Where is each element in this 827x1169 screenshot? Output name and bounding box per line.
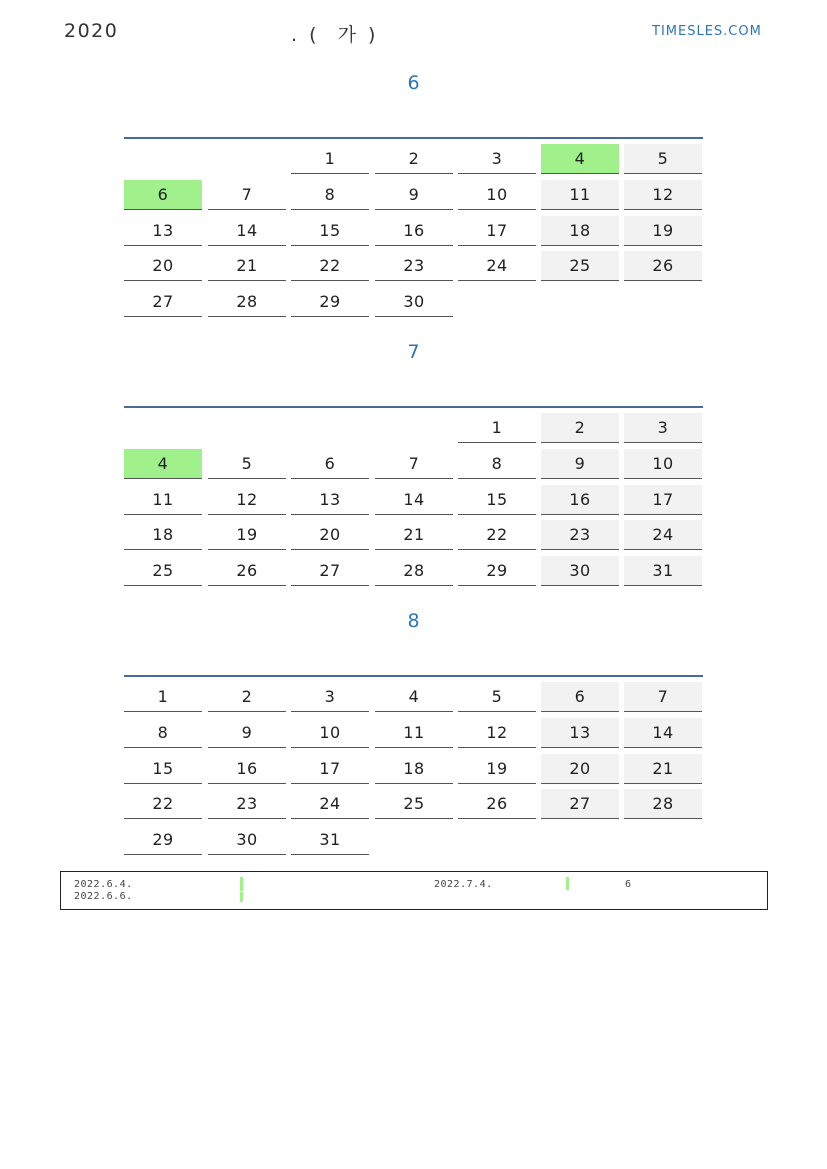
day-cell: 9 [208,718,286,748]
day-cell: 24 [458,251,536,281]
holiday-marker [240,892,243,902]
day-cell: 16 [375,216,453,246]
day-cell: 4 [541,144,619,174]
day-cell: 6 [124,180,202,210]
day-cell: 29 [291,287,369,317]
day-cell: 6 [291,449,369,479]
month-grid [124,406,703,591]
day-cell: 2 [541,413,619,443]
day-cell: 21 [208,251,286,281]
day-cell: 11 [124,485,202,515]
day-cell: 5 [624,144,702,174]
day-cell: 3 [291,682,369,712]
month-title: 6 [407,72,420,94]
day-cell: 14 [375,485,453,515]
day-cell: 26 [208,556,286,586]
day-cell: 11 [375,718,453,748]
week-row [124,287,703,318]
day-cell: 3 [624,413,702,443]
day-cell: 29 [458,556,536,586]
week-row [124,144,703,175]
day-cell: 30 [208,825,286,855]
month-grid [124,137,703,322]
day-cell: 13 [291,485,369,515]
day-cell: 4 [124,449,202,479]
day-cell: 25 [541,251,619,281]
day-cell: 11 [541,180,619,210]
day-cell: 28 [208,287,286,317]
day-cell: 7 [624,682,702,712]
month-title: 8 [407,610,420,632]
day-cell: 20 [541,754,619,784]
month-top-rule [124,406,703,408]
holiday-notes-box [60,871,768,910]
day-cell: 7 [375,449,453,479]
day-cell: 27 [541,789,619,819]
day-cell: 18 [124,520,202,550]
day-cell: 23 [541,520,619,550]
week-row [124,485,703,516]
day-cell: 18 [375,754,453,784]
week-row [124,449,703,480]
month-top-rule [124,137,703,139]
week-row [124,413,703,444]
day-cell: 4 [375,682,453,712]
day-cell: 17 [458,216,536,246]
header-year: 2020 [64,20,119,42]
day-cell: 26 [624,251,702,281]
day-cell: 22 [291,251,369,281]
week-row [124,754,703,785]
note-date: 2022.6.4. [74,879,133,890]
day-cell: 17 [291,754,369,784]
day-cell: 31 [291,825,369,855]
holiday-marker [240,877,243,891]
day-cell: 20 [291,520,369,550]
day-cell: 29 [124,825,202,855]
site-link[interactable]: TIMESLES.COM [652,24,762,39]
day-cell: 16 [541,485,619,515]
day-cell: 28 [375,556,453,586]
day-cell: 22 [124,789,202,819]
day-cell: 20 [124,251,202,281]
day-cell: 1 [291,144,369,174]
note-value: 6 [625,879,632,890]
day-cell: 12 [208,485,286,515]
day-cell: 5 [208,449,286,479]
week-row [124,216,703,247]
day-cell: 14 [208,216,286,246]
day-cell: 19 [208,520,286,550]
day-cell: 14 [624,718,702,748]
month-top-rule [124,675,703,677]
month-grid [124,675,703,860]
day-cell: 3 [458,144,536,174]
week-row [124,180,703,211]
day-cell: 8 [124,718,202,748]
week-row [124,718,703,749]
day-cell: 12 [458,718,536,748]
day-cell: 12 [624,180,702,210]
week-row [124,251,703,282]
day-cell: 2 [208,682,286,712]
day-cell: 13 [541,718,619,748]
header-title: . ( 가 ) [291,24,379,46]
day-cell: 10 [291,718,369,748]
day-cell: 19 [624,216,702,246]
day-cell: 16 [208,754,286,784]
day-cell: 9 [541,449,619,479]
day-cell: 1 [458,413,536,443]
day-cell: 27 [124,287,202,317]
day-cell: 27 [291,556,369,586]
day-cell: 1 [124,682,202,712]
day-cell: 19 [458,754,536,784]
day-cell: 26 [458,789,536,819]
month-title: 7 [407,341,420,363]
day-cell: 28 [624,789,702,819]
week-row [124,789,703,820]
note-date: 2022.7.4. [434,879,493,890]
day-cell: 23 [208,789,286,819]
day-cell: 21 [624,754,702,784]
day-cell: 30 [375,287,453,317]
day-cell: 10 [624,449,702,479]
day-cell: 30 [541,556,619,586]
day-cell: 8 [291,180,369,210]
week-row [124,825,703,856]
day-cell: 15 [458,485,536,515]
day-cell: 9 [375,180,453,210]
day-cell: 21 [375,520,453,550]
day-cell: 23 [375,251,453,281]
day-cell: 22 [458,520,536,550]
day-cell: 25 [375,789,453,819]
week-row [124,556,703,587]
day-cell: 2 [375,144,453,174]
day-cell: 31 [624,556,702,586]
day-cell: 18 [541,216,619,246]
day-cell: 25 [124,556,202,586]
day-cell: 24 [624,520,702,550]
day-cell: 15 [291,216,369,246]
holiday-marker [566,877,569,890]
week-row [124,682,703,713]
week-row [124,520,703,551]
day-cell: 6 [541,682,619,712]
day-cell: 7 [208,180,286,210]
day-cell: 8 [458,449,536,479]
day-cell: 17 [624,485,702,515]
day-cell: 5 [458,682,536,712]
note-date: 2022.6.6. [74,891,133,902]
day-cell: 10 [458,180,536,210]
day-cell: 24 [291,789,369,819]
day-cell: 15 [124,754,202,784]
day-cell: 13 [124,216,202,246]
